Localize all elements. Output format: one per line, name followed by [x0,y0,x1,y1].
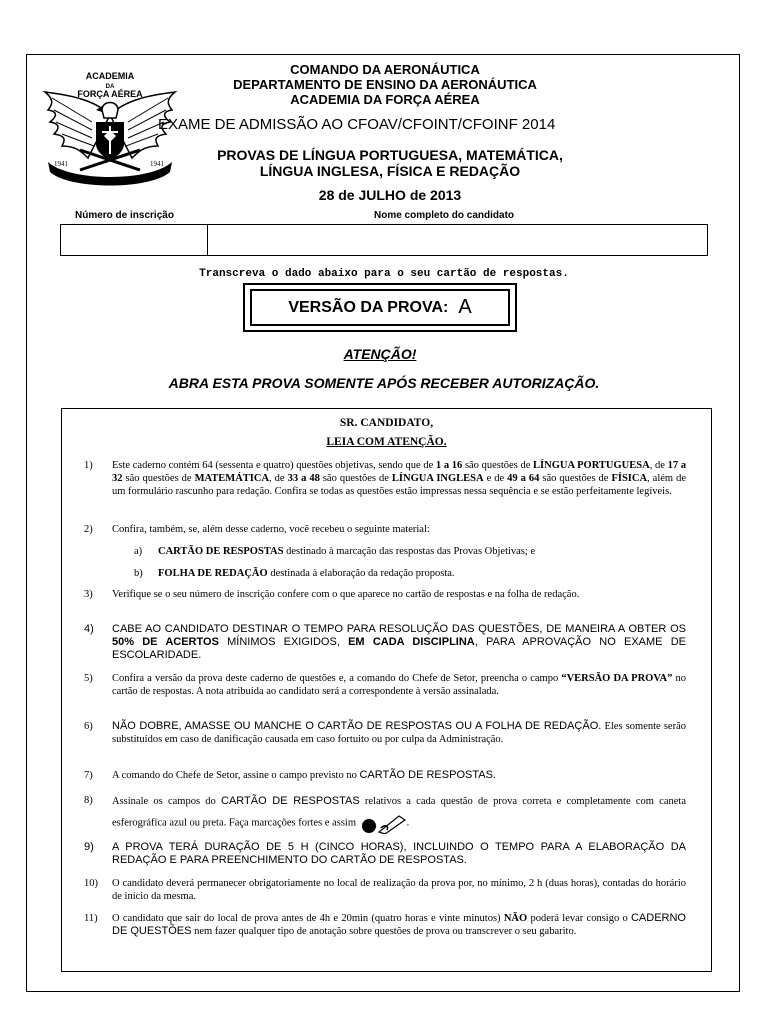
inscricao-field[interactable] [61,225,207,255]
instructions-box [61,408,712,972]
versao-letter: A [458,296,472,318]
filled-bubble-pen-icon [359,812,407,834]
item-number: 1) [84,460,93,471]
org-line-1: COMANDO DA AERONÁUTICA [290,62,480,77]
nome-field[interactable] [208,225,707,255]
nome-label: Nome completo do candidato [374,210,515,221]
instruction-item-10: 10) O candidato deverá permanecer obrigatoriamente no local de realização da prova por, no mínimo, 2 h (duas horas), contadas do horário de início da mesma. [84,878,686,902]
instruction-item-7: 7) A comando do Chefe de Setor, assine o campo previsto no CARTÃO DE RESPOSTAS. [84,769,496,781]
sr-candidato: SR. CANDIDATO, [339,417,434,429]
org-line-3: ACADEMIA DA FORÇA AÉREA [290,92,480,107]
instruction-item-9: 9) A PROVA TERÁ DURAÇÃO DE 5 H (CINCO HORAS), INCLUINDO O TEMPO PARA A ELABORAÇÃO DA REDAÇÃO E PARA PREENCHIMENTO DO CARTÃO DE RESPOSTAS. [84,841,686,866]
exam-title: EXAME DE ADMISSÃO AO CFOAV/CFOINT/CFOINF 2014 [158,116,556,133]
instruction-subitem-a: a) CARTÃO DE RESPOSTAS destinado à marcação das respostas das Provas Objetivas; e [134,546,536,557]
versao-box [250,289,510,326]
inscricao-label: Número de inscrição [75,210,174,221]
instruction-item-6: 6) NÃO DOBRE, AMASSE OU MANCHE O CARTÃO DE RESPOSTAS OU A FOLHA DE REDAÇÃO. Eles somente serão substituídos em caso de danificação causada em caso fortuito ou por culpa da Administração. [84,720,686,745]
abra-warning: ABRA ESTA PROVA SOMENTE APÓS RECEBER AUTORIZAÇÃO. [168,375,600,391]
instruction-item-8: 8) Assinale os campos do CARTÃO DE RESPOSTAS relativos a cada questão de prova correta e completamente com caneta esferográfica azul ou preta. Faça marcações fortes e assim . [84,791,686,834]
instruction-subitem-b: b) FOLHA DE REDAÇÃO destinada à elaboração da redação proposta. [134,568,455,579]
instruction-item-1: 1) Este caderno contém 64 (sessenta e quatro) questões objetivas, sendo que de 1 a 16 são questões de LÍNGUA PORTUGUESA, de 17 a 32 são questões de MATEMÁTICA, de 33 a 48 são questões de LÍNGUA INGLESA e de 49 a 64 são questões de FÍSICA, além de um formulário rascunho para redação. Confira se todas as questões estão impressas nessa sequência e se estão perfeitamente legíveis. [84,460,686,497]
instruction-item-11: 11) O candidato que sair do local de prova antes de 4h e 20min (quatro horas e vinte minutos) NÃO poderá levar consigo o CADERNO DE QUESTÕES nem fazer qualquer tipo de anotação sobre questões de prova ou transcrever o seu gabarito. [84,912,686,937]
instruction-item-2: 2) Confira, também, se, além desse caderno, você recebeu o seguinte material: [84,524,430,535]
svg-text:1941: 1941 [54,160,68,168]
provas-line-1: PROVAS DE LÍNGUA PORTUGUESA, MATEMÁTICA, [217,147,563,163]
leia-heading: LEIA COM ATENÇÃO. [326,436,447,448]
logo-text-bottom: FORÇA AÉREA [77,89,143,99]
instruction-item-3: 3) Verifique se o seu número de inscrição confere com o que aparece no cartão de respostas e na folha de redação. [84,589,580,600]
provas-title [170,147,610,179]
logo-text-top: ACADEMIA [85,71,135,81]
logo-text-da: DA [105,84,115,90]
instruction-item-5: 5) Confira a versão da prova deste caderno de questões e, a comando do Chefe de Setor, preencha o campo “VERSÃO DA PROVA” no cartão de respostas. A nota atribuída ao candidato será a correspondente à versão assinalada. [84,673,687,697]
org-line-2: DEPARTAMENTO DE ENSINO DA AERONÁUTICA [233,77,537,92]
identification-box [60,224,708,256]
atencao-heading: ATENÇÃO! [343,346,417,362]
exam-date: 28 de JULHO de 2013 [318,187,462,203]
provas-line-2: LÍNGUA INGLESA, FÍSICA E REDAÇÃO [259,163,521,179]
instruction-item-4: 4) CABE AO CANDIDATO DESTINAR O TEMPO PARA RESOLUÇÃO DAS QUESTÕES, DE MANEIRA A OBTER OS 50% DE ACERTOS MÍNIMOS EXIGIDOS, EM CADA DISCIPLINA, PARA APROVAÇÃO NO EXAME DE ESCOLARIDADE. [84,623,686,661]
versao-label: VERSÃO DA PROVA: [288,298,449,316]
transcreva-note: Transcreva o dado abaixo para o seu cartão de respostas. [199,268,569,280]
svg-text:1941: 1941 [150,160,164,168]
